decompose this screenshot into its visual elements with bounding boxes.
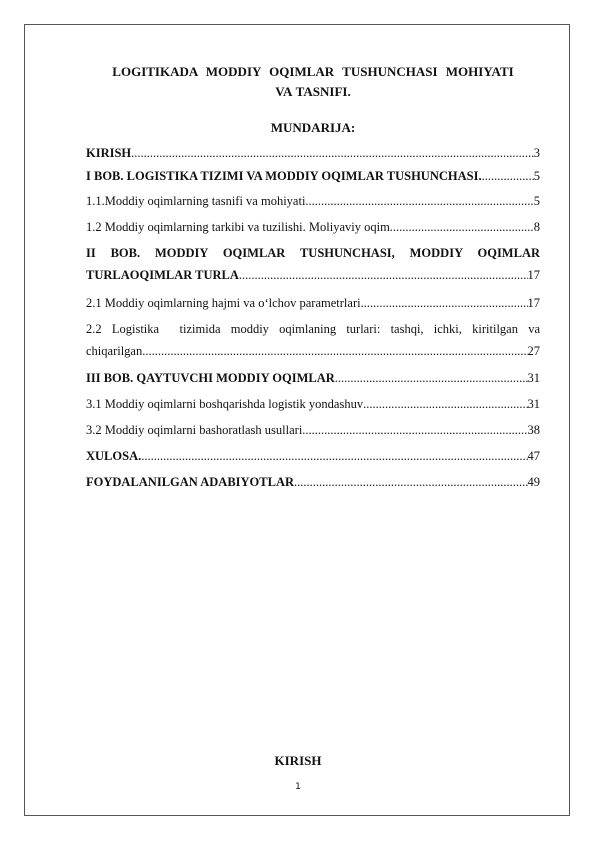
page-number: 1: [295, 782, 301, 792]
toc-entry[interactable]: [86, 220, 540, 246]
toc-entry-title: III BOB. QAYTUVCHI MODDIY OQIMLAR: [86, 371, 335, 385]
toc-entry[interactable]: [86, 296, 540, 322]
toc-entry[interactable]: [86, 146, 540, 169]
toc-leader-dots: [363, 397, 527, 412]
toc-entry-page: 5: [533, 194, 540, 208]
toc-entry-title: 2.1 Moddiy oqimlarning hajmi va o‘lchov parametrlari: [86, 296, 361, 310]
toc-entry[interactable]: [86, 475, 540, 501]
toc-leader-dots: [302, 423, 527, 438]
toc-leader-dots: [142, 344, 527, 359]
toc-entry-title: FOYDALANILGAN ADABIYOTLAR: [86, 475, 295, 489]
title-line-2: VA TASNIFI.: [275, 84, 351, 99]
toc-entry[interactable]: [86, 371, 540, 397]
toc-leader-dots: [482, 169, 534, 184]
toc-entry-title-line2: TURLAOQIMLAR TURLA: [86, 268, 239, 282]
toc-entry-page: 5: [533, 169, 540, 183]
toc-entry-page: 17: [527, 296, 540, 310]
toc-entry-title: 3.1 Moddiy oqimlarni boshqarishda logistik yondashuv: [86, 397, 364, 411]
toc-entry-title: 1.2 Moddiy oqimlarning tarkibi va tuzilishi. Moliyaviy oqim: [86, 220, 390, 234]
toc-entry[interactable]: [86, 246, 540, 296]
toc-heading: MUNDARIJA:: [270, 120, 356, 135]
toc-entry-page: 49: [527, 475, 540, 489]
toc-leader-dots: [294, 475, 527, 490]
toc-leader-dots: [361, 296, 528, 311]
toc-entry[interactable]: [86, 169, 540, 194]
toc-entry-title-line2: chiqarilgan: [86, 344, 143, 358]
toc-entry-page: 31: [527, 371, 540, 385]
toc-entry-title-line1: II BOB. MODDIY OQIMLAR TUSHUNCHASI, MODDIY OQIMLAR: [86, 246, 540, 260]
toc-entry-page: 31: [527, 397, 540, 411]
table-of-contents: [86, 146, 540, 501]
toc-leader-dots: [141, 449, 527, 464]
toc-entry-page: 17: [527, 268, 540, 282]
toc-leader-dots: [131, 146, 534, 161]
toc-entry-page: 27: [527, 344, 540, 358]
toc-entry[interactable]: [86, 423, 540, 449]
toc-leader-dots: [335, 371, 528, 386]
document-title: [86, 62, 540, 102]
toc-leader-dots: [305, 194, 533, 209]
toc-entry-title: XULOSA.: [86, 449, 142, 463]
toc-entry-page: 38: [527, 423, 540, 437]
next-section-heading: KIRISH: [274, 753, 322, 768]
toc-entry-title: 3.2 Moddiy oqimlarni bashoratlash usullari: [86, 423, 303, 437]
toc-leader-dots: [390, 220, 534, 235]
toc-entry-page: 8: [533, 220, 540, 234]
toc-entry[interactable]: [86, 397, 540, 423]
toc-entry-title-line1: 2.2 Logistika tizimida moddiy oqimlaning turlari: tashqi, ichki, kiritilgan va: [86, 322, 540, 336]
title-line-1: LOGITIKADA MODDIY OQIMLAR TUSHUNCHASI MOHIYATI: [112, 64, 514, 79]
toc-entry[interactable]: [86, 322, 540, 371]
toc-entry-page: 3: [533, 146, 540, 160]
toc-entry-title: KIRISH: [86, 146, 132, 160]
toc-entry-title: 1.1.Moddiy oqimlarning tasnifi va mohiyati: [86, 194, 306, 208]
toc-entry[interactable]: [86, 194, 540, 220]
toc-entry[interactable]: [86, 449, 540, 475]
toc-entry-page: 47: [527, 449, 540, 463]
toc-leader-dots: [239, 268, 528, 283]
toc-entry-title: I BOB. LOGISTIKA TIZIMI VA MODDIY OQIMLAR TUSHUNCHASI.: [86, 169, 482, 183]
